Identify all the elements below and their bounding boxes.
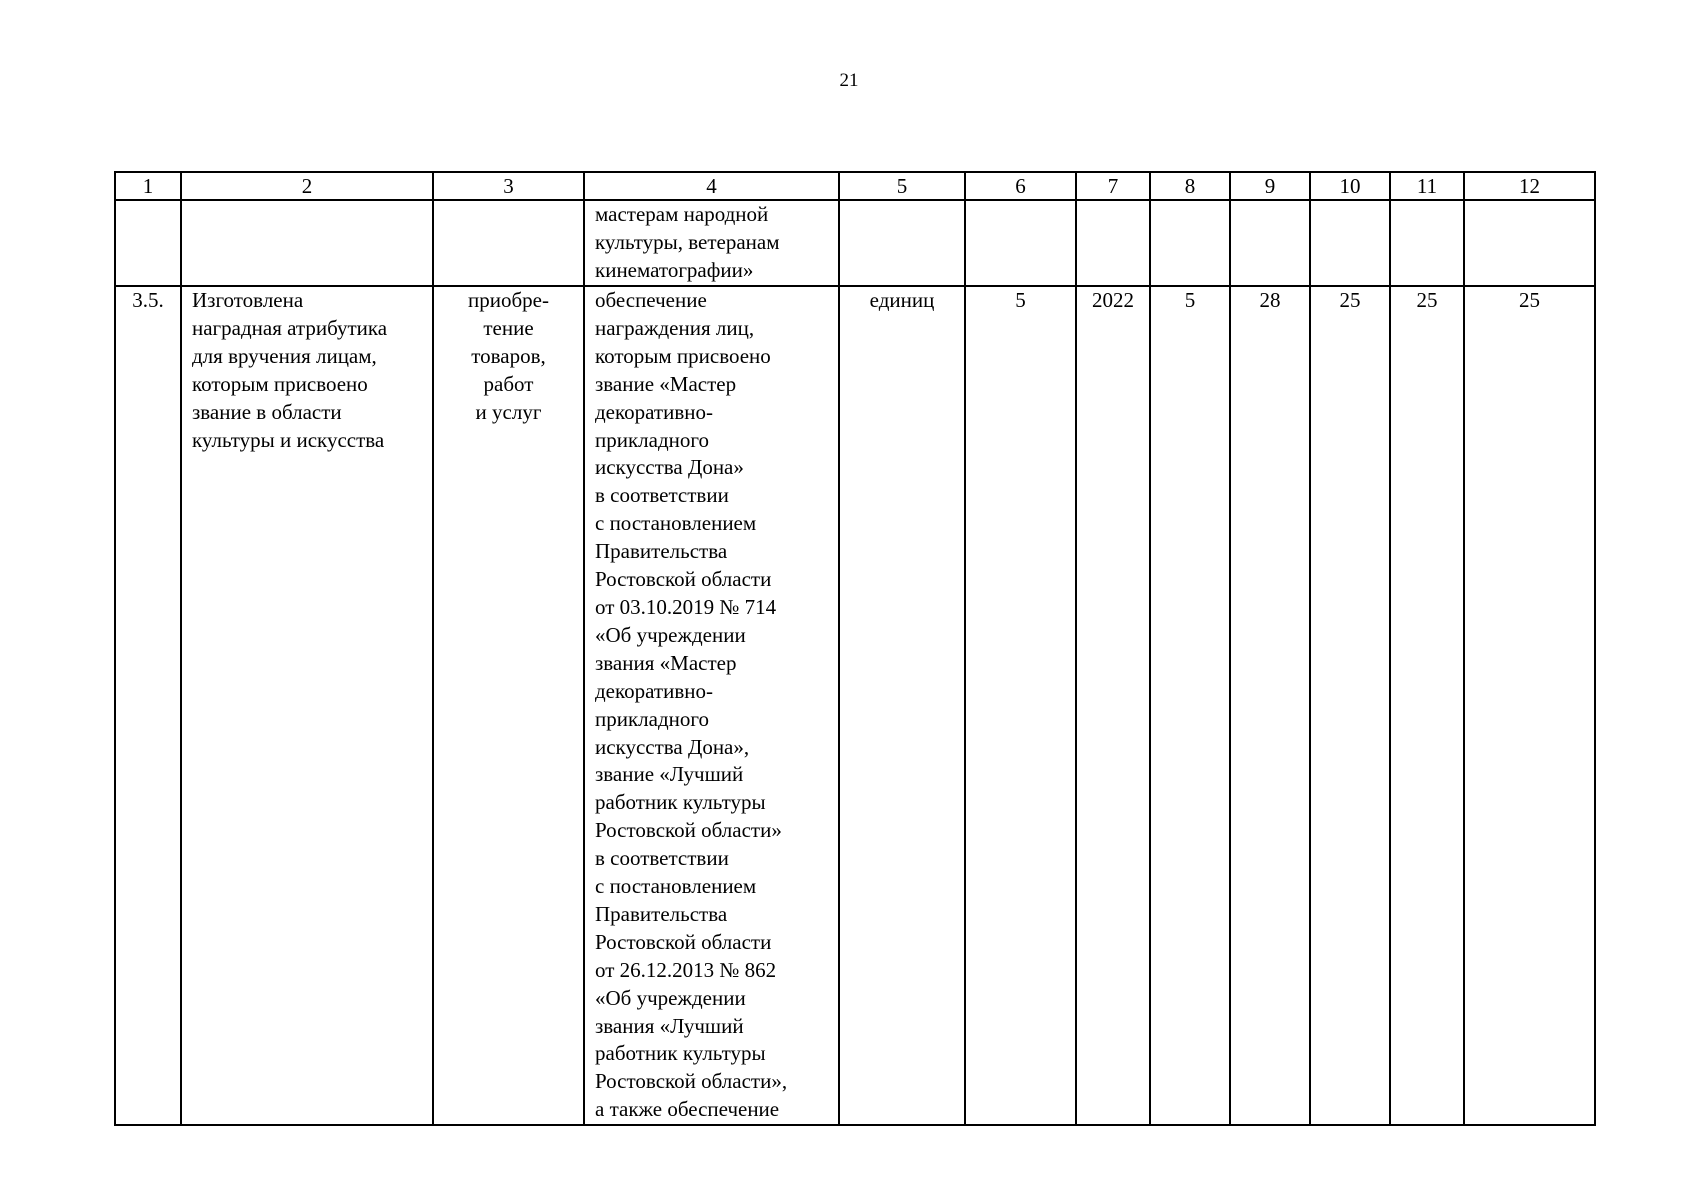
cell-col9: 28 (1230, 286, 1310, 1125)
header-cell-9: 9 (1230, 172, 1310, 200)
header-cell-5: 5 (839, 172, 965, 200)
header-cell-4: 4 (584, 172, 839, 200)
cell-empty (1230, 200, 1310, 286)
cell-col10: 25 (1310, 286, 1390, 1125)
cell-empty (115, 200, 181, 286)
cell-empty (1464, 200, 1595, 286)
data-table (114, 171, 1596, 1126)
table-row-continuation (115, 200, 1595, 286)
cell-empty (1076, 200, 1150, 286)
cell-year: 2022 (1076, 286, 1150, 1125)
page-number: 21 (839, 70, 859, 91)
table-row-3-5 (115, 286, 1595, 1125)
cell-col11: 25 (1390, 286, 1464, 1125)
header-cell-2: 2 (181, 172, 433, 200)
cell-col12: 25 (1464, 286, 1595, 1125)
header-cell-6: 6 (965, 172, 1076, 200)
header-cell-7: 7 (1076, 172, 1150, 200)
header-cell-10: 10 (1310, 172, 1390, 200)
cell-number: 3.5. (115, 286, 181, 1125)
header-cell-8: 8 (1150, 172, 1230, 200)
cell-empty (1310, 200, 1390, 286)
cell-empty (965, 200, 1076, 286)
cell-unit: единиц (839, 286, 965, 1125)
cell-result: Изготовлена наградная атрибутика для вручения лицам, которым присвоено звание в области культуры и искусства (181, 286, 433, 1125)
header-cell-3: 3 (433, 172, 584, 200)
header-cell-12: 12 (1464, 172, 1595, 200)
cell-description-continuation: мастерам народной культуры, ветеранам кинематографии» (584, 200, 839, 286)
cell-col6: 5 (965, 286, 1076, 1125)
header-cell-11: 11 (1390, 172, 1464, 200)
cell-empty (1390, 200, 1464, 286)
table-header-row (115, 172, 1595, 200)
cell-empty (1150, 200, 1230, 286)
cell-type: приобре- тение товаров, работ и услуг (433, 286, 584, 1125)
cell-empty (181, 200, 433, 286)
cell-empty (433, 200, 584, 286)
cell-empty (839, 200, 965, 286)
cell-col8: 5 (1150, 286, 1230, 1125)
header-cell-1: 1 (115, 172, 181, 200)
cell-description: обеспечение награждения лиц, которым присвоено звание «Мастер декоративно- прикладного искусства Дона» в соответствии с постановлением Правительства Ростовской области от 03.10.2019 № 714 «Об учреждении звания «Мастер декоративно- прикладного искусства Дона», звание «Лучший работник культуры Ростовской области» в соответствии с постановлением Правительства Ростовской области от 26.12.2013 № 862 «Об учреждении звания «Лучший работник культуры Ростовской области», а также обеспечение (584, 286, 839, 1125)
